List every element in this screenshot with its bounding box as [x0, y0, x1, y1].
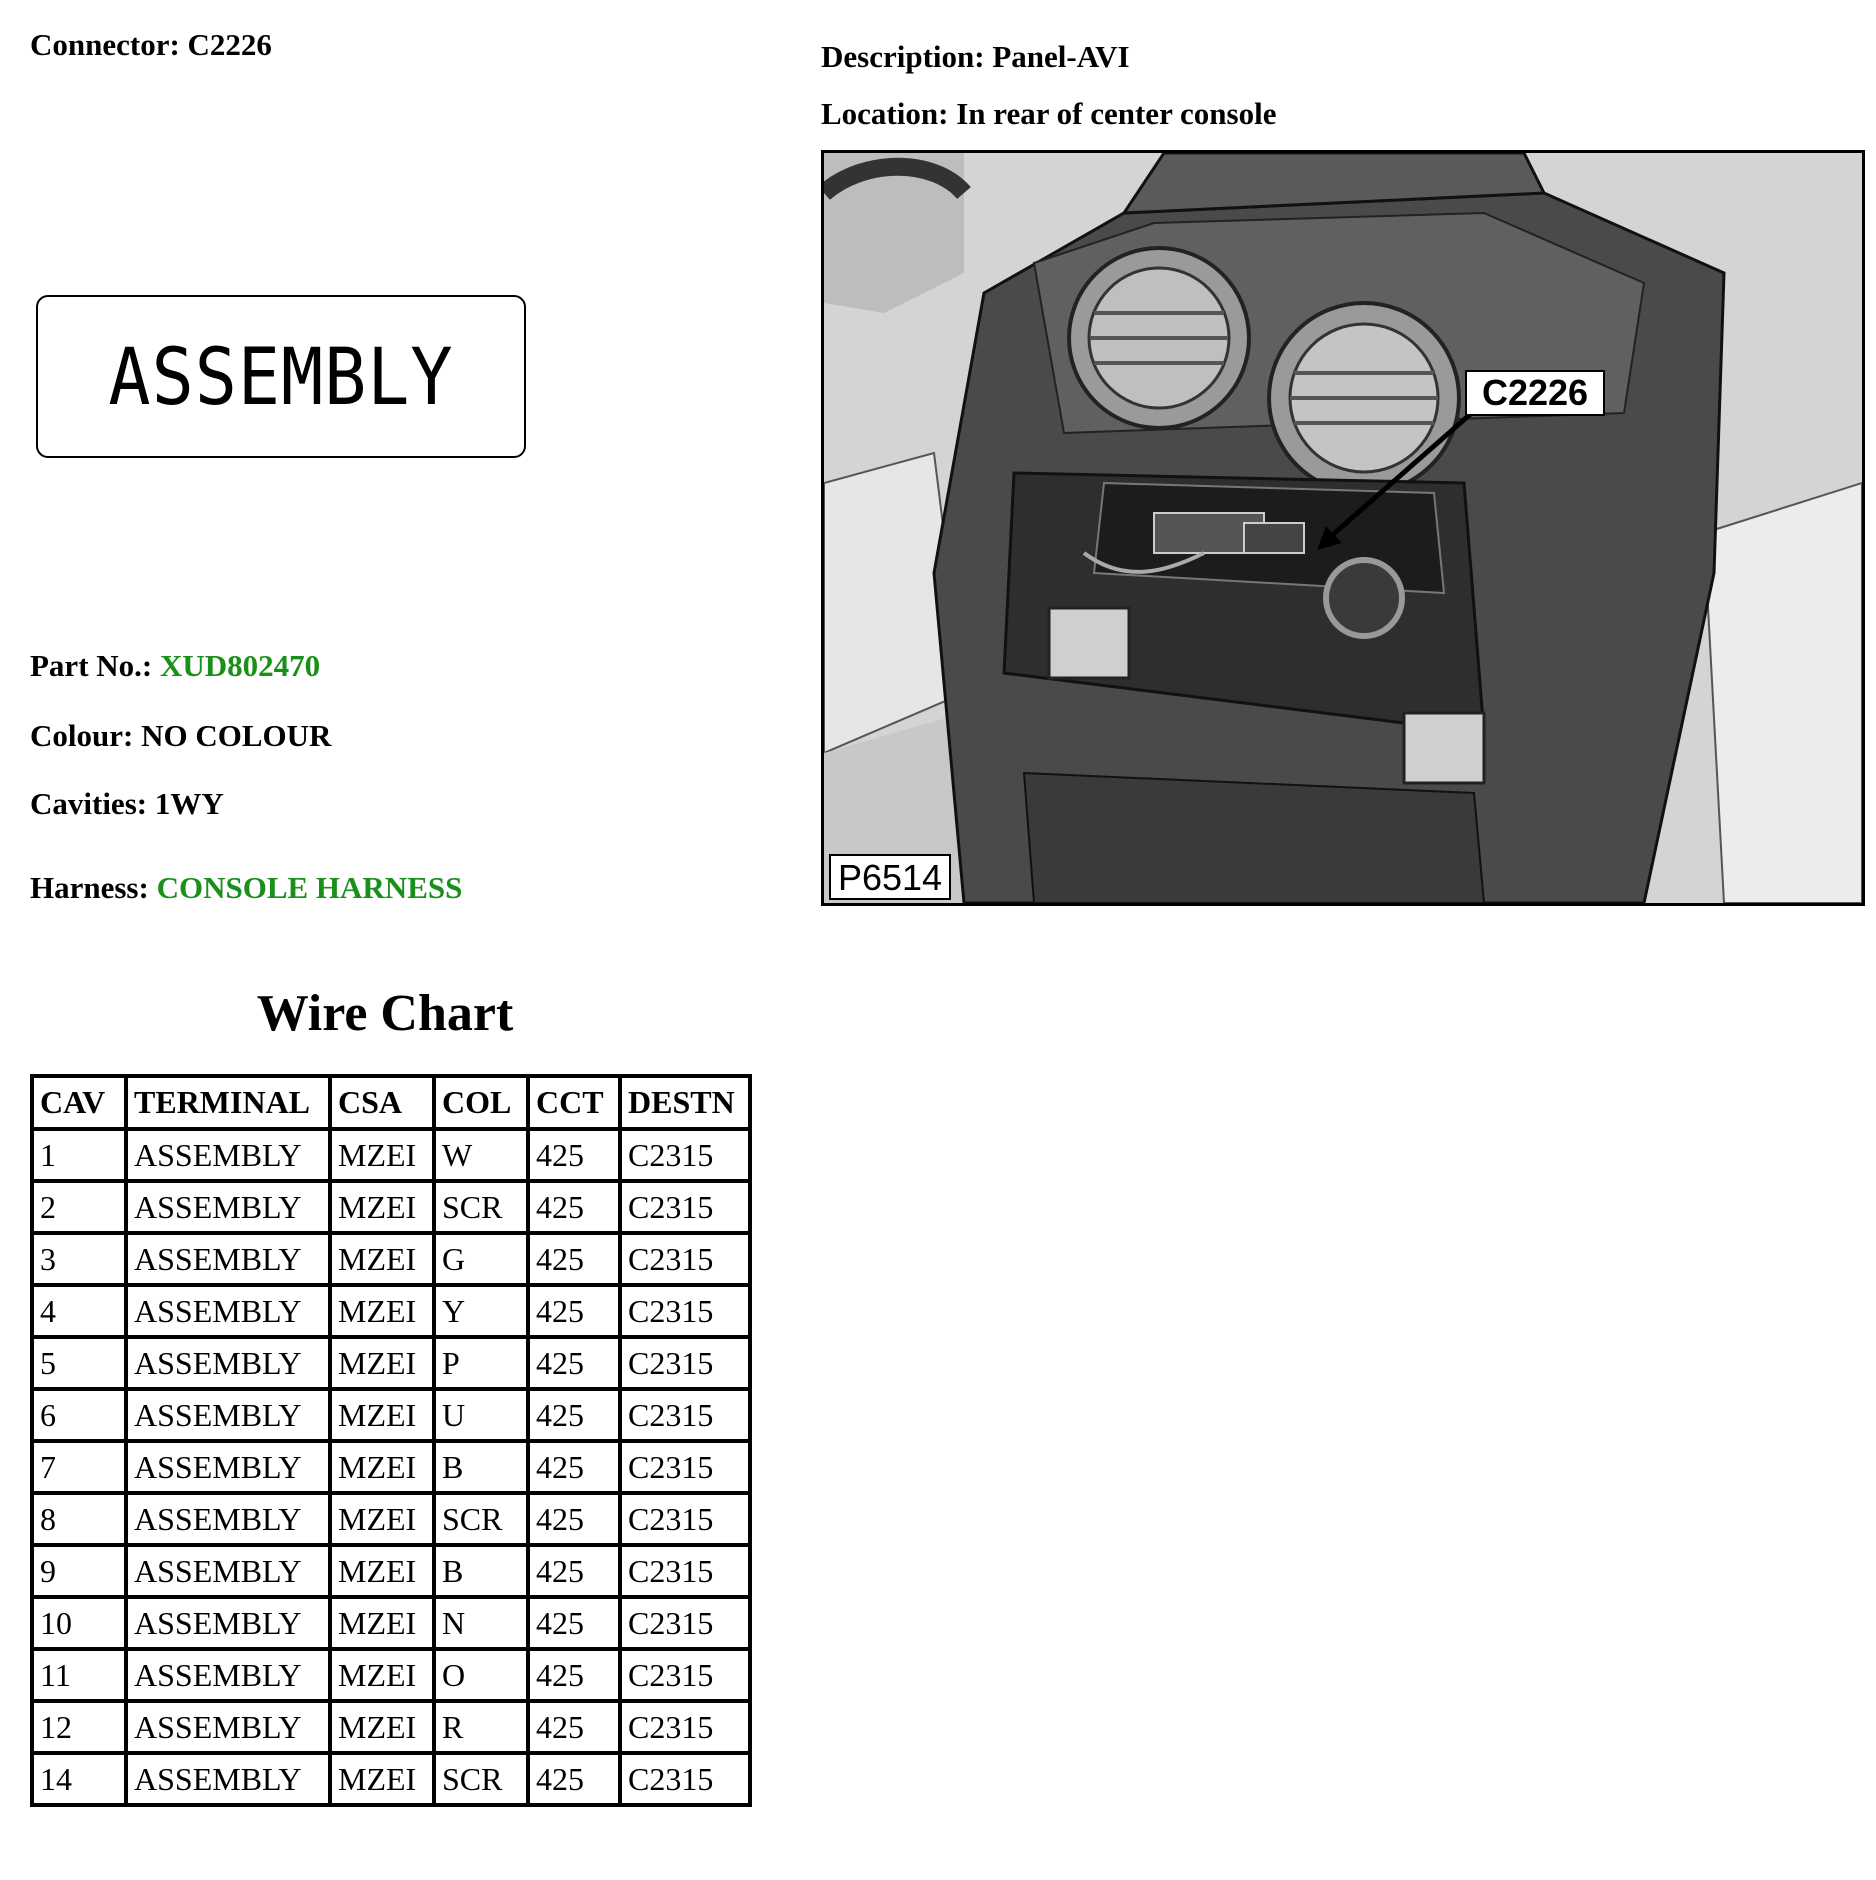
- cell-terminal: ASSEMBLY: [126, 1233, 330, 1285]
- cell-col: G: [434, 1233, 528, 1285]
- col-header-csa: CSA: [330, 1076, 434, 1129]
- cell-terminal: ASSEMBLY: [126, 1441, 330, 1493]
- cell-col: B: [434, 1545, 528, 1597]
- console-illustration: [824, 153, 1862, 903]
- cell-col: N: [434, 1597, 528, 1649]
- cell-terminal: ASSEMBLY: [126, 1129, 330, 1181]
- description-label: Description:: [821, 39, 985, 74]
- cell-destn: C2315: [620, 1389, 750, 1441]
- cell-cct: 425: [528, 1597, 620, 1649]
- harness-field: [30, 870, 462, 906]
- cell-csa: MZEI: [330, 1701, 434, 1753]
- cavities-label: Cavities:: [30, 786, 148, 821]
- connector-field: [30, 27, 272, 63]
- col-header-cav: CAV: [32, 1076, 126, 1129]
- table-row: [32, 1233, 750, 1285]
- assembly-box-text: ASSEMBLY: [108, 330, 454, 423]
- cell-destn: C2315: [620, 1701, 750, 1753]
- cell-cct: 425: [528, 1233, 620, 1285]
- assembly-box: [36, 295, 526, 458]
- harness-link[interactable]: CONSOLE HARNESS: [156, 870, 463, 905]
- cell-col: R: [434, 1701, 528, 1753]
- table-row: [32, 1753, 750, 1805]
- cell-terminal: ASSEMBLY: [126, 1493, 330, 1545]
- connector-label: Connector:: [30, 27, 180, 62]
- connector-location-photo: [821, 150, 1865, 906]
- table-row: [32, 1493, 750, 1545]
- table-row: [32, 1181, 750, 1233]
- cell-terminal: ASSEMBLY: [126, 1389, 330, 1441]
- table-row: [32, 1337, 750, 1389]
- cell-col: W: [434, 1129, 528, 1181]
- connector-value: C2226: [187, 27, 272, 62]
- location-value: In rear of center console: [956, 96, 1277, 131]
- cell-cav: 12: [32, 1701, 126, 1753]
- table-row: [32, 1129, 750, 1181]
- cell-cct: 425: [528, 1649, 620, 1701]
- cell-cav: 2: [32, 1181, 126, 1233]
- cell-terminal: ASSEMBLY: [126, 1545, 330, 1597]
- cell-cct: 425: [528, 1129, 620, 1181]
- cavities-field: [30, 786, 224, 822]
- description-value: Panel-AVI: [992, 39, 1130, 74]
- cell-terminal: ASSEMBLY: [126, 1181, 330, 1233]
- table-row: [32, 1545, 750, 1597]
- cell-col: SCR: [434, 1493, 528, 1545]
- cell-destn: C2315: [620, 1753, 750, 1805]
- cell-cav: 3: [32, 1233, 126, 1285]
- figure-id: P6514: [837, 857, 943, 898]
- cell-col: Y: [434, 1285, 528, 1337]
- wire-chart-title: Wire Chart: [256, 985, 514, 1042]
- cell-cct: 425: [528, 1753, 620, 1805]
- cell-col: U: [434, 1389, 528, 1441]
- cell-csa: MZEI: [330, 1545, 434, 1597]
- cell-cct: 425: [528, 1389, 620, 1441]
- cell-csa: MZEI: [330, 1649, 434, 1701]
- col-header-col: COL: [434, 1076, 528, 1129]
- table-row: [32, 1441, 750, 1493]
- cell-cct: 425: [528, 1545, 620, 1597]
- cell-cct: 425: [528, 1181, 620, 1233]
- location-field: [821, 96, 1276, 132]
- cell-destn: C2315: [620, 1129, 750, 1181]
- cell-cav: 11: [32, 1649, 126, 1701]
- cell-destn: C2315: [620, 1597, 750, 1649]
- cell-col: P: [434, 1337, 528, 1389]
- table-row: [32, 1597, 750, 1649]
- part-no-field: [30, 648, 320, 684]
- cell-cct: 425: [528, 1285, 620, 1337]
- cell-destn: C2315: [620, 1181, 750, 1233]
- colour-value: NO COLOUR: [141, 718, 332, 753]
- cell-destn: C2315: [620, 1545, 750, 1597]
- cell-cav: 8: [32, 1493, 126, 1545]
- cell-csa: MZEI: [330, 1493, 434, 1545]
- cell-terminal: ASSEMBLY: [126, 1597, 330, 1649]
- cavities-value: 1WY: [154, 786, 224, 821]
- cell-csa: MZEI: [330, 1233, 434, 1285]
- cell-terminal: ASSEMBLY: [126, 1649, 330, 1701]
- part-no-label: Part No.:: [30, 648, 153, 683]
- cell-col: SCR: [434, 1753, 528, 1805]
- wire-chart-header-row: [32, 1076, 750, 1129]
- table-row: [32, 1285, 750, 1337]
- table-row: [32, 1389, 750, 1441]
- callout-label: C2226: [1481, 372, 1589, 413]
- cell-cav: 10: [32, 1597, 126, 1649]
- cell-destn: C2315: [620, 1493, 750, 1545]
- cell-col: B: [434, 1441, 528, 1493]
- cell-csa: MZEI: [330, 1337, 434, 1389]
- col-header-destn: DESTN: [620, 1076, 750, 1129]
- cell-csa: MZEI: [330, 1285, 434, 1337]
- cell-destn: C2315: [620, 1649, 750, 1701]
- cell-cct: 425: [528, 1701, 620, 1753]
- cell-csa: MZEI: [330, 1441, 434, 1493]
- table-row: [32, 1649, 750, 1701]
- cell-cav: 4: [32, 1285, 126, 1337]
- colour-label: Colour:: [30, 718, 134, 753]
- cell-destn: C2315: [620, 1441, 750, 1493]
- cell-csa: MZEI: [330, 1181, 434, 1233]
- col-header-cct: CCT: [528, 1076, 620, 1129]
- cell-cav: 6: [32, 1389, 126, 1441]
- cell-cav: 7: [32, 1441, 126, 1493]
- cell-terminal: ASSEMBLY: [126, 1337, 330, 1389]
- cell-col: SCR: [434, 1181, 528, 1233]
- cell-csa: MZEI: [330, 1753, 434, 1805]
- cell-terminal: ASSEMBLY: [126, 1285, 330, 1337]
- cell-col: O: [434, 1649, 528, 1701]
- cell-cct: 425: [528, 1441, 620, 1493]
- cell-terminal: ASSEMBLY: [126, 1701, 330, 1753]
- wire-chart-body: [32, 1129, 750, 1805]
- location-label: Location:: [821, 96, 949, 131]
- cell-cct: 425: [528, 1493, 620, 1545]
- cell-destn: C2315: [620, 1337, 750, 1389]
- col-header-terminal: TERMINAL: [126, 1076, 330, 1129]
- cell-destn: C2315: [620, 1233, 750, 1285]
- cell-terminal: ASSEMBLY: [126, 1753, 330, 1805]
- cell-csa: MZEI: [330, 1389, 434, 1441]
- cell-csa: MZEI: [330, 1129, 434, 1181]
- cell-cav: 9: [32, 1545, 126, 1597]
- harness-label: Harness:: [30, 870, 149, 905]
- cell-csa: MZEI: [330, 1597, 434, 1649]
- cell-cav: 1: [32, 1129, 126, 1181]
- colour-field: [30, 718, 331, 754]
- table-row: [32, 1701, 750, 1753]
- cell-cav: 5: [32, 1337, 126, 1389]
- cell-destn: C2315: [620, 1285, 750, 1337]
- part-no-link[interactable]: XUD802470: [159, 648, 321, 683]
- wire-chart-table: [30, 1074, 752, 1807]
- cell-cav: 14: [32, 1753, 126, 1805]
- description-field: [821, 39, 1130, 75]
- cell-cct: 425: [528, 1337, 620, 1389]
